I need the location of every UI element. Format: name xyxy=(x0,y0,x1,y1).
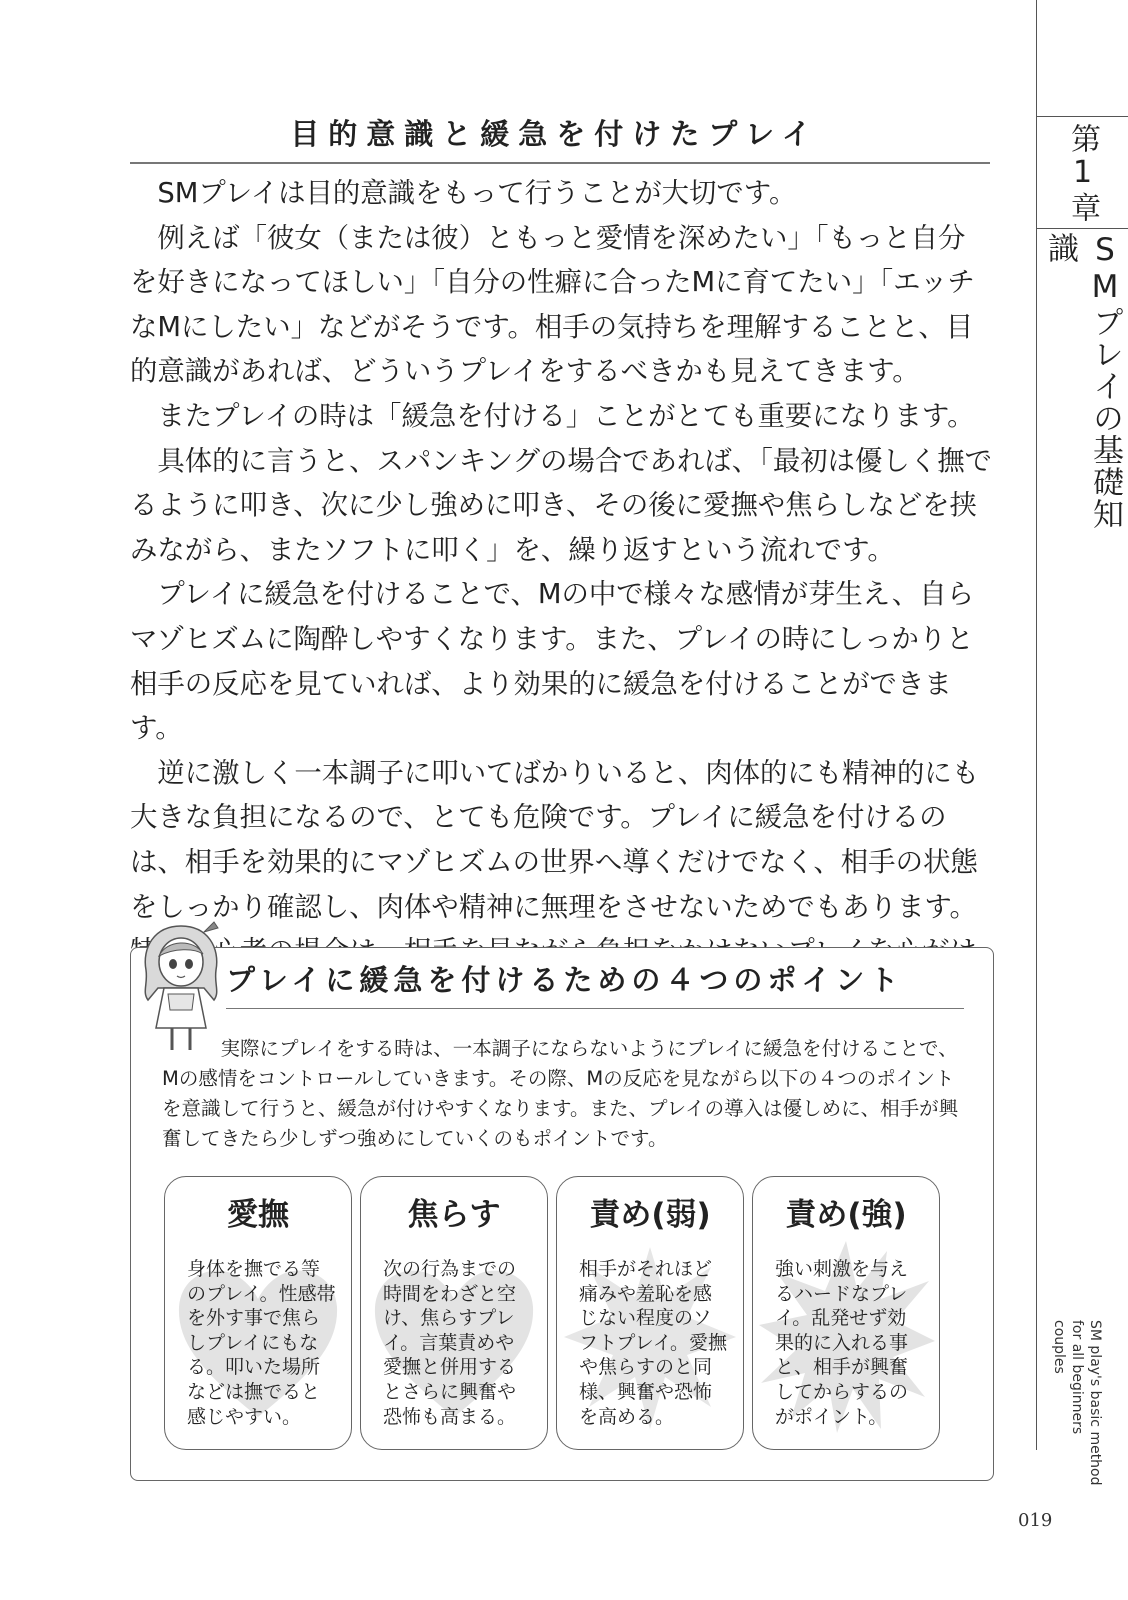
rail-divider xyxy=(1036,116,1128,117)
section-heading: 目的意識と緩急を付けたプレイ xyxy=(290,117,820,151)
card-text: 身体を撫でる等のプレイ。性感帯を外す事で焦らしプレイにもなる。叩いた場所などは撫でると感じやすい。 xyxy=(187,1258,336,1428)
box-title: プレイに緩急を付けるための４つのポイント xyxy=(226,963,904,997)
point-card-hard xyxy=(752,1176,940,1450)
chapter-number: 第1章 xyxy=(1065,122,1100,224)
paragraph: 具体的に言うと、スパンキングの場合であれば、「最初は優しく撫でるように叩き、次に少し強めに叩き、その後に愛撫や焦らしなどを挟みながら、またソフトに叩く」を、繰り返すという流れです。 xyxy=(130,445,992,566)
box-description xyxy=(162,1034,962,1154)
heading-rule xyxy=(130,162,990,164)
point-card-caress xyxy=(164,1176,352,1450)
paragraph: SMプレイは目的意識をもって行うことが大切です。 xyxy=(157,178,797,209)
box-title-rule xyxy=(226,1008,964,1009)
point-card-soft xyxy=(556,1176,744,1450)
point-card-tease xyxy=(360,1176,548,1450)
body-text xyxy=(130,172,992,1019)
paragraph: 逆に激しく一本調子に叩いてばかりいると、肉体的にも精神的にも大きな負担になるので、とても危険です。プレイに緩急を付けるのは、相手を効果的にマゾヒズムの世界へ導くだけでなく、相手の状態をしっかり確認し、肉体や精神に無理をさせないためでもあります。 xyxy=(130,757,980,923)
paragraph: 例えば「彼女（または彼）ともっと愛情を深めたい」「もっと自分を好きになってほしい」「自分の性癖に合ったMに育てたい」「エッチなMにしたい」などがそうです。相手の気持ちを理解することと、目的意識があれば、どういうプレイをするべきかも見えてきます。 xyxy=(130,222,975,388)
page-number: 019 xyxy=(1018,1510,1053,1531)
series-subtitle: SM play's basic method for all beginners couples xyxy=(1051,1320,1103,1486)
card-title: 焦らす xyxy=(407,1197,501,1233)
card-title: 責め(弱) xyxy=(589,1197,711,1233)
card-text: 相手がそれほど痛みや羞恥を感じない程度のソフトプレイ。愛撫や焦らすのと同様、興奮や恐怖を高める。 xyxy=(579,1258,728,1428)
card-text: 強い刺激を与えるハードなプレイ。乱発せず効果的に入れる事と、相手が興奮してからするのがポイント。 xyxy=(775,1258,909,1428)
rail-divider xyxy=(1036,228,1128,229)
card-title: 責め(強) xyxy=(785,1197,907,1233)
box-paragraph: 実際にプレイをする時は、一本調子にならないようにプレイに緩急を付けることで、Mの感情をコントロールしていきます。その際、Mの反応を見ながら以下の４つのポイントを意識して行うと、緩急が付けやすくなります。また、プレイの導入は優しめに、相手が興奮してきたら少しずつ強めにしていくのもポイントです。 xyxy=(162,1037,959,1150)
chapter-title: SMプレイの基礎知識 xyxy=(1042,232,1123,530)
paragraph: またプレイの時は「緩急を付ける」ことがとても重要になります。 xyxy=(157,400,975,432)
paragraph: プレイに緩急を付けることで、Mの中で様々な感情が芽生え、自らマゾヒズムに陶酔しやすくなります。また、プレイの時にしっかりと相手の反応を見ていれば、より効果的に緩急を付けることができます。 xyxy=(130,579,974,745)
card-title: 愛撫 xyxy=(227,1197,289,1233)
card-text: 次の行為までの時間をわざと空け、焦らすプレイ。言葉責めや愛撫と併用するとさらに興奮や恐怖も高まる。 xyxy=(383,1258,517,1428)
